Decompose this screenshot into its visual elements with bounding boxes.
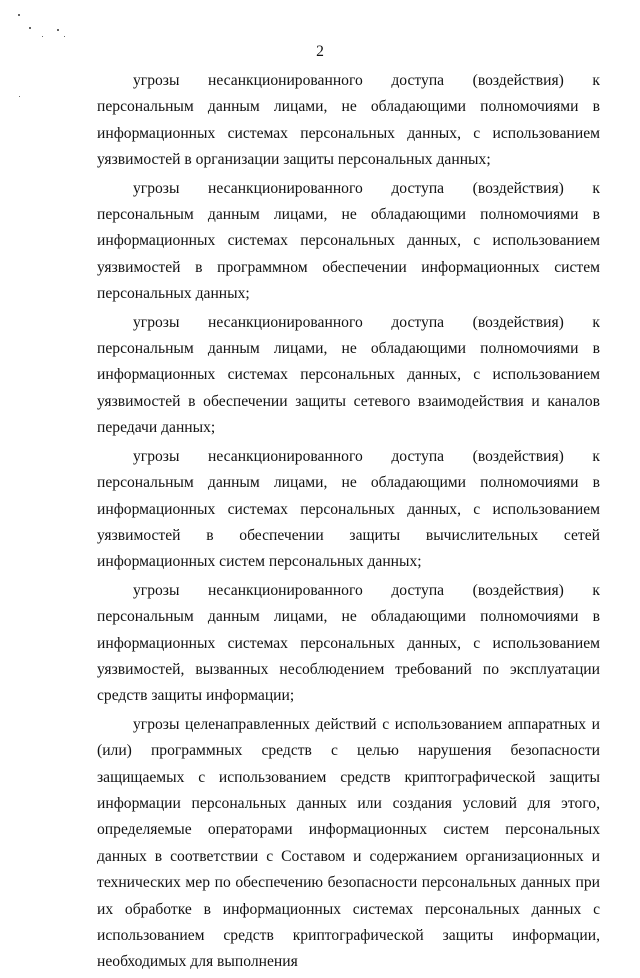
paragraph: угрозы несанкционированного доступа (воздействия) к персональным данным лицами, не обладающими полномочиями в информационных системах персональных данных, с использованием уязвимостей в организации защиты персональных данных; [97,72,600,169]
scan-speck [42,36,43,37]
page-number: 2 [316,43,324,60]
scan-speck [64,36,65,37]
paragraph: угрозы несанкционированного доступа (воздействия) к персональным данным лицами, не обладающими полномочиями в информационных системах персональных данных, с использованием уязвимостей, вызванных несоблюдением требований по эксплуатации средств защиты информации; [97,581,600,705]
scan-speck [19,96,20,97]
scan-speck [18,14,20,16]
body-text [97,68,600,978]
paragraph: угрозы целенаправленных действий с использованием аппаратных и (или) программных средств с целью нарушения безопасности защищаемых с использованием средств криптографической защиты информации персональных данных или создания условий для этого, определяемые операторами информационных систем персональных данных в соответствии с Составом и содержанием организационных и технических мер по обеспечению безопасности персональных данных при их обработке в информационных системах персональных данных с использованием средств криптографической защиты информации, необходимых для выполнения [97,715,600,971]
paragraph: угрозы несанкционированного доступа (воздействия) к персональным данным лицами, не обладающими полномочиями в информационных системах персональных данных, с использованием уязвимостей в обеспечении защиты сетевого взаимодействия и каналов передачи данных; [97,313,600,437]
paragraph: угрозы несанкционированного доступа (воздействия) к персональным данным лицами, не обладающими полномочиями в информационных системах персональных данных, с использованием уязвимостей в обеспечении защиты вычислительных сетей информационных систем персональных данных; [97,447,600,571]
scan-speck [29,27,31,29]
scan-speck [57,29,59,31]
paragraph: угрозы несанкционированного доступа (воздействия) к персональным данным лицами, не обладающими полномочиями в информационных системах персональных данных, с использованием уязвимостей в программном обеспечении информационных систем персональных данных; [97,179,600,303]
